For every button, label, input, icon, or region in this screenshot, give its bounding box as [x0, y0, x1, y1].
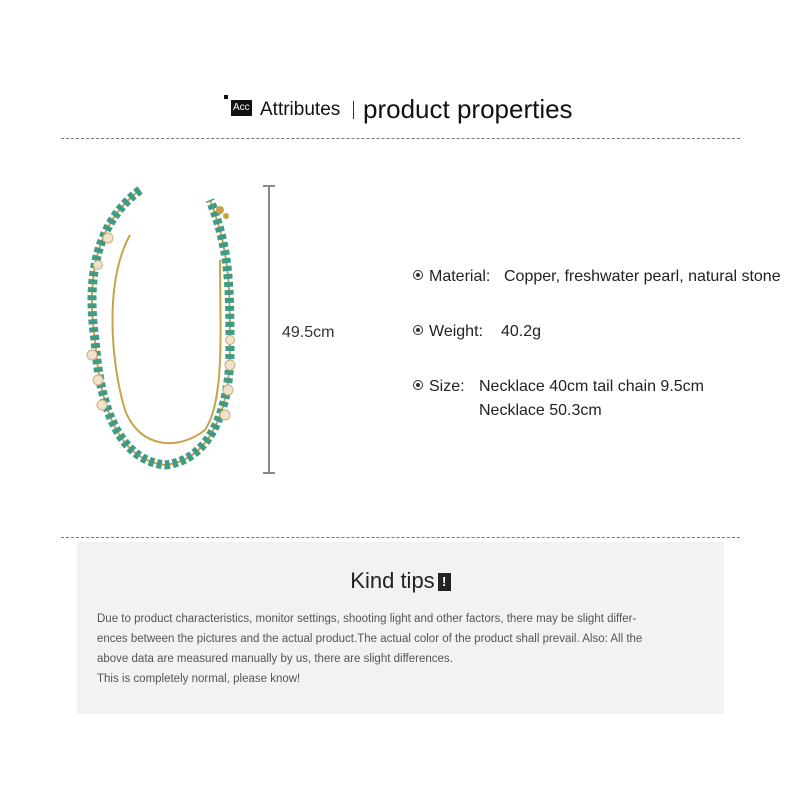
dimension-cap-bottom: [263, 472, 275, 474]
page-title: product properties: [363, 94, 573, 124]
acc-badge: Acc: [231, 100, 252, 116]
spec-weight: [413, 323, 542, 341]
attributes-label: Attributes: [260, 99, 341, 120]
spec-size: [413, 378, 704, 419]
spec-value-line1: Necklace 40cm tail chain 9.5cm: [479, 378, 704, 395]
bullet-icon: [413, 325, 423, 335]
badge-dot: [224, 95, 228, 99]
spec-key: Size:: [429, 378, 465, 395]
necklace-product-image: [80, 180, 250, 480]
spec-material: [413, 268, 781, 286]
section-header: [0, 94, 800, 128]
tips-heading: [77, 568, 724, 594]
dashed-divider-top: [61, 138, 740, 139]
dimension-line: [268, 186, 270, 474]
tips-line: above data are measured manually by us, there are slight differences.: [97, 653, 453, 665]
spec-key: Material:: [429, 268, 491, 285]
dashed-divider-bottom: [61, 537, 740, 538]
spec-value: 40.2g: [501, 323, 542, 340]
exclamation-icon: !: [438, 573, 451, 591]
bullet-icon: [413, 380, 423, 390]
tips-line: This is completely normal, please know!: [97, 673, 301, 685]
spec-value-line2: Necklace 50.3cm: [479, 402, 602, 419]
bullet-icon: [413, 270, 423, 280]
tips-title: Kind tips: [350, 568, 435, 593]
tips-line: Due to product characteristics, monitor settings, shooting light and other factors, there may be slight differ-: [97, 613, 637, 625]
header-divider: [353, 101, 354, 119]
spec-key: Weight:: [429, 323, 483, 340]
tips-line: ences between the pictures and the actual product.The actual color of the product shall prevail. Also: All the: [97, 633, 643, 645]
spec-value: Copper, freshwater pearl, natural stone: [504, 268, 781, 285]
tips-body: [97, 609, 709, 689]
dimension-cap-top: [263, 185, 275, 187]
kind-tips-box: [77, 542, 724, 714]
dimension-label: 49.5cm: [282, 324, 335, 341]
